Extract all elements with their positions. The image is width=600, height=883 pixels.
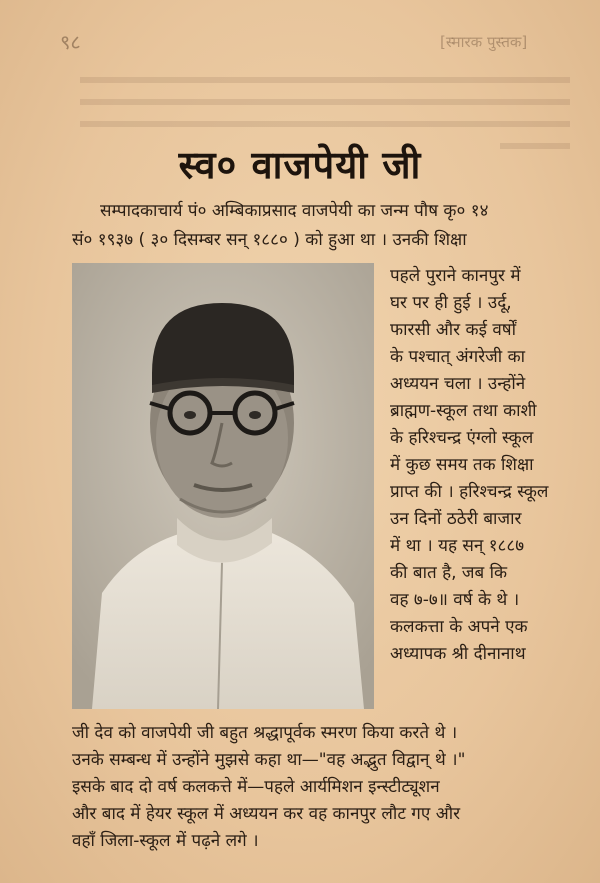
side-line-9: प्राप्त की । हरिश्चन्द्र स्कूल <box>390 482 549 502</box>
side-line-7: के हरिश्चन्द्र एंग्लो स्कूल <box>390 428 534 448</box>
bottom-line-2: उनके सम्बन्ध में उन्होंने मुझसे कहा था—"वह अद्भुत विद्वान् थे ।" <box>72 750 466 770</box>
bottom-line-1: जी देव को वाजपेयी जी बहुत श्रद्धापूर्वक स्मरण किया करते थे । <box>72 723 458 743</box>
side-line-8: में कुछ समय तक शिक्षा <box>390 455 534 475</box>
page-title: स्व० वाजपेयी जी <box>178 143 422 187</box>
bottom-line-4: और बाद में हेयर स्कूल में अध्ययन कर वह कानपुर लौट गए और <box>72 804 461 824</box>
intro-line-1: सम्पादकाचार्य पं० अम्बिकाप्रसाद वाजपेयी का जन्म पौष कृ० १४ <box>100 201 489 221</box>
side-line-3: फारसी और कई वर्षों <box>390 320 516 340</box>
side-line-2: घर पर ही हुई । उर्दू, <box>390 293 512 313</box>
bottom-line-3: इसके बाद दो वर्ष कलकत्ते में—पहले आर्यमिशन इन्स्टीट्यूशन <box>72 777 440 797</box>
side-line-14: कलकत्ता के अपने एक <box>390 617 528 637</box>
side-line-5: अध्ययन चला । उन्होंने <box>390 374 526 394</box>
intro-line-2: सं० १९३७ ( ३० दिसम्बर सन् १८८० ) को हुआ था । उनकी शिक्षा <box>72 230 467 250</box>
side-line-1: पहले पुराने कानपुर में <box>390 266 521 286</box>
side-line-4: के पश्चात् अंगरेजी का <box>390 347 526 367</box>
running-head: [स्मारक पुस्तक] <box>440 33 528 51</box>
side-line-12: की बात है, जब कि <box>390 563 508 583</box>
side-line-15: अध्यापक श्री दीनानाथ <box>390 644 526 664</box>
page-number: ९८ <box>60 30 81 54</box>
side-line-6: ब्राह्मण-स्कूल तथा काशी <box>390 401 537 421</box>
portrait-illustration <box>72 263 374 709</box>
portrait-photo <box>72 263 374 709</box>
side-line-11: में था । यह सन् १८८७ <box>390 536 525 556</box>
side-line-10: उन दिनों ठठेरी बाजार <box>390 509 522 529</box>
side-line-13: वह ७-७॥ वर्ष के थे । <box>390 590 520 610</box>
bottom-line-5: वहाँ जिला-स्कूल में पढ़ने लगे । <box>72 831 259 851</box>
show-through-text <box>70 0 590 150</box>
